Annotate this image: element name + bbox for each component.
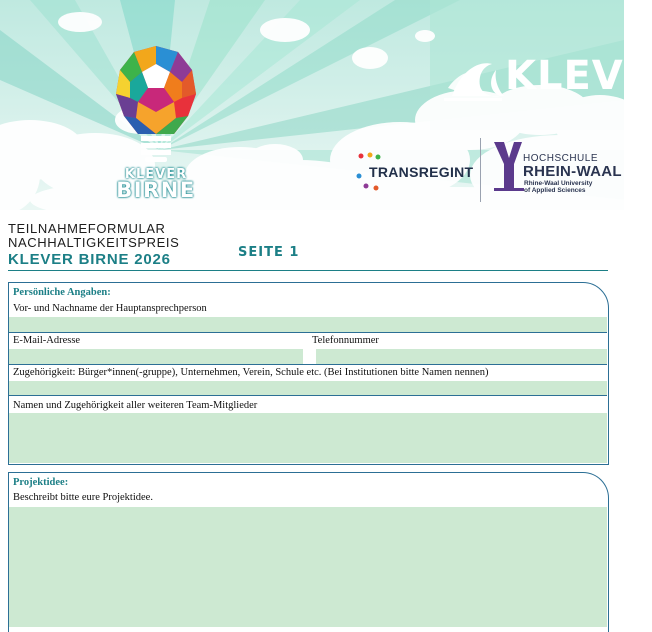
divider <box>9 395 607 396</box>
name-label: Vor- und Nachname der Hauptansprechperson <box>13 303 207 314</box>
heading-rule <box>8 270 608 271</box>
hochschule-line2: RHEIN-WAAL <box>523 163 622 180</box>
transregint-logo-text: TRANSREGINT <box>369 164 474 180</box>
divider <box>9 364 607 365</box>
birne-logo-line2: BIRNE <box>116 178 196 202</box>
phone-field[interactable] <box>316 349 607 364</box>
form-title-line2: NACHHALTIGKEITSPREIS <box>8 235 180 250</box>
hochschule-line4: of Applied Sciences <box>524 187 586 194</box>
page-label: SEITE 1 <box>238 245 300 260</box>
name-field[interactable] <box>9 317 607 332</box>
affiliation-label: Zugehörigkeit: Bürger*innen(-gruppe), Unternehmen, Verein, Schule etc. (Bei Institutionen bitte Namen nennen) <box>13 367 489 378</box>
project-section-title: Projektidee: <box>13 477 69 488</box>
birne-logo-line1: KLEVER <box>124 167 188 182</box>
project-section <box>8 472 609 632</box>
personal-section <box>8 282 609 465</box>
phone-label: Telefonnummer <box>312 335 379 346</box>
form-title-line1: TEILNAHMEFORMULAR <box>8 221 166 236</box>
project-description-field[interactable] <box>9 507 607 627</box>
email-field[interactable] <box>9 349 303 364</box>
personal-section-title: Persönliche Angaben: <box>13 287 111 298</box>
header-banner <box>0 0 652 210</box>
divider <box>9 332 607 333</box>
team-label: Namen und Zugehörigkeit aller weiteren Team-Mitglieder <box>13 400 258 411</box>
project-description-label: Beschreibt bitte eure Projektidee. <box>13 492 153 503</box>
affiliation-field[interactable] <box>9 381 607 395</box>
hochschule-line3: Rhine-Waal University <box>524 180 593 187</box>
email-label: E-Mail-Adresse <box>13 335 81 346</box>
form-title-line3: KLEVER BIRNE 2026 <box>8 251 171 268</box>
kleve-logo-text: KLEVE <box>505 53 652 99</box>
hochschule-line1: HOCHSCHULE <box>523 153 599 164</box>
team-field[interactable] <box>9 413 607 463</box>
